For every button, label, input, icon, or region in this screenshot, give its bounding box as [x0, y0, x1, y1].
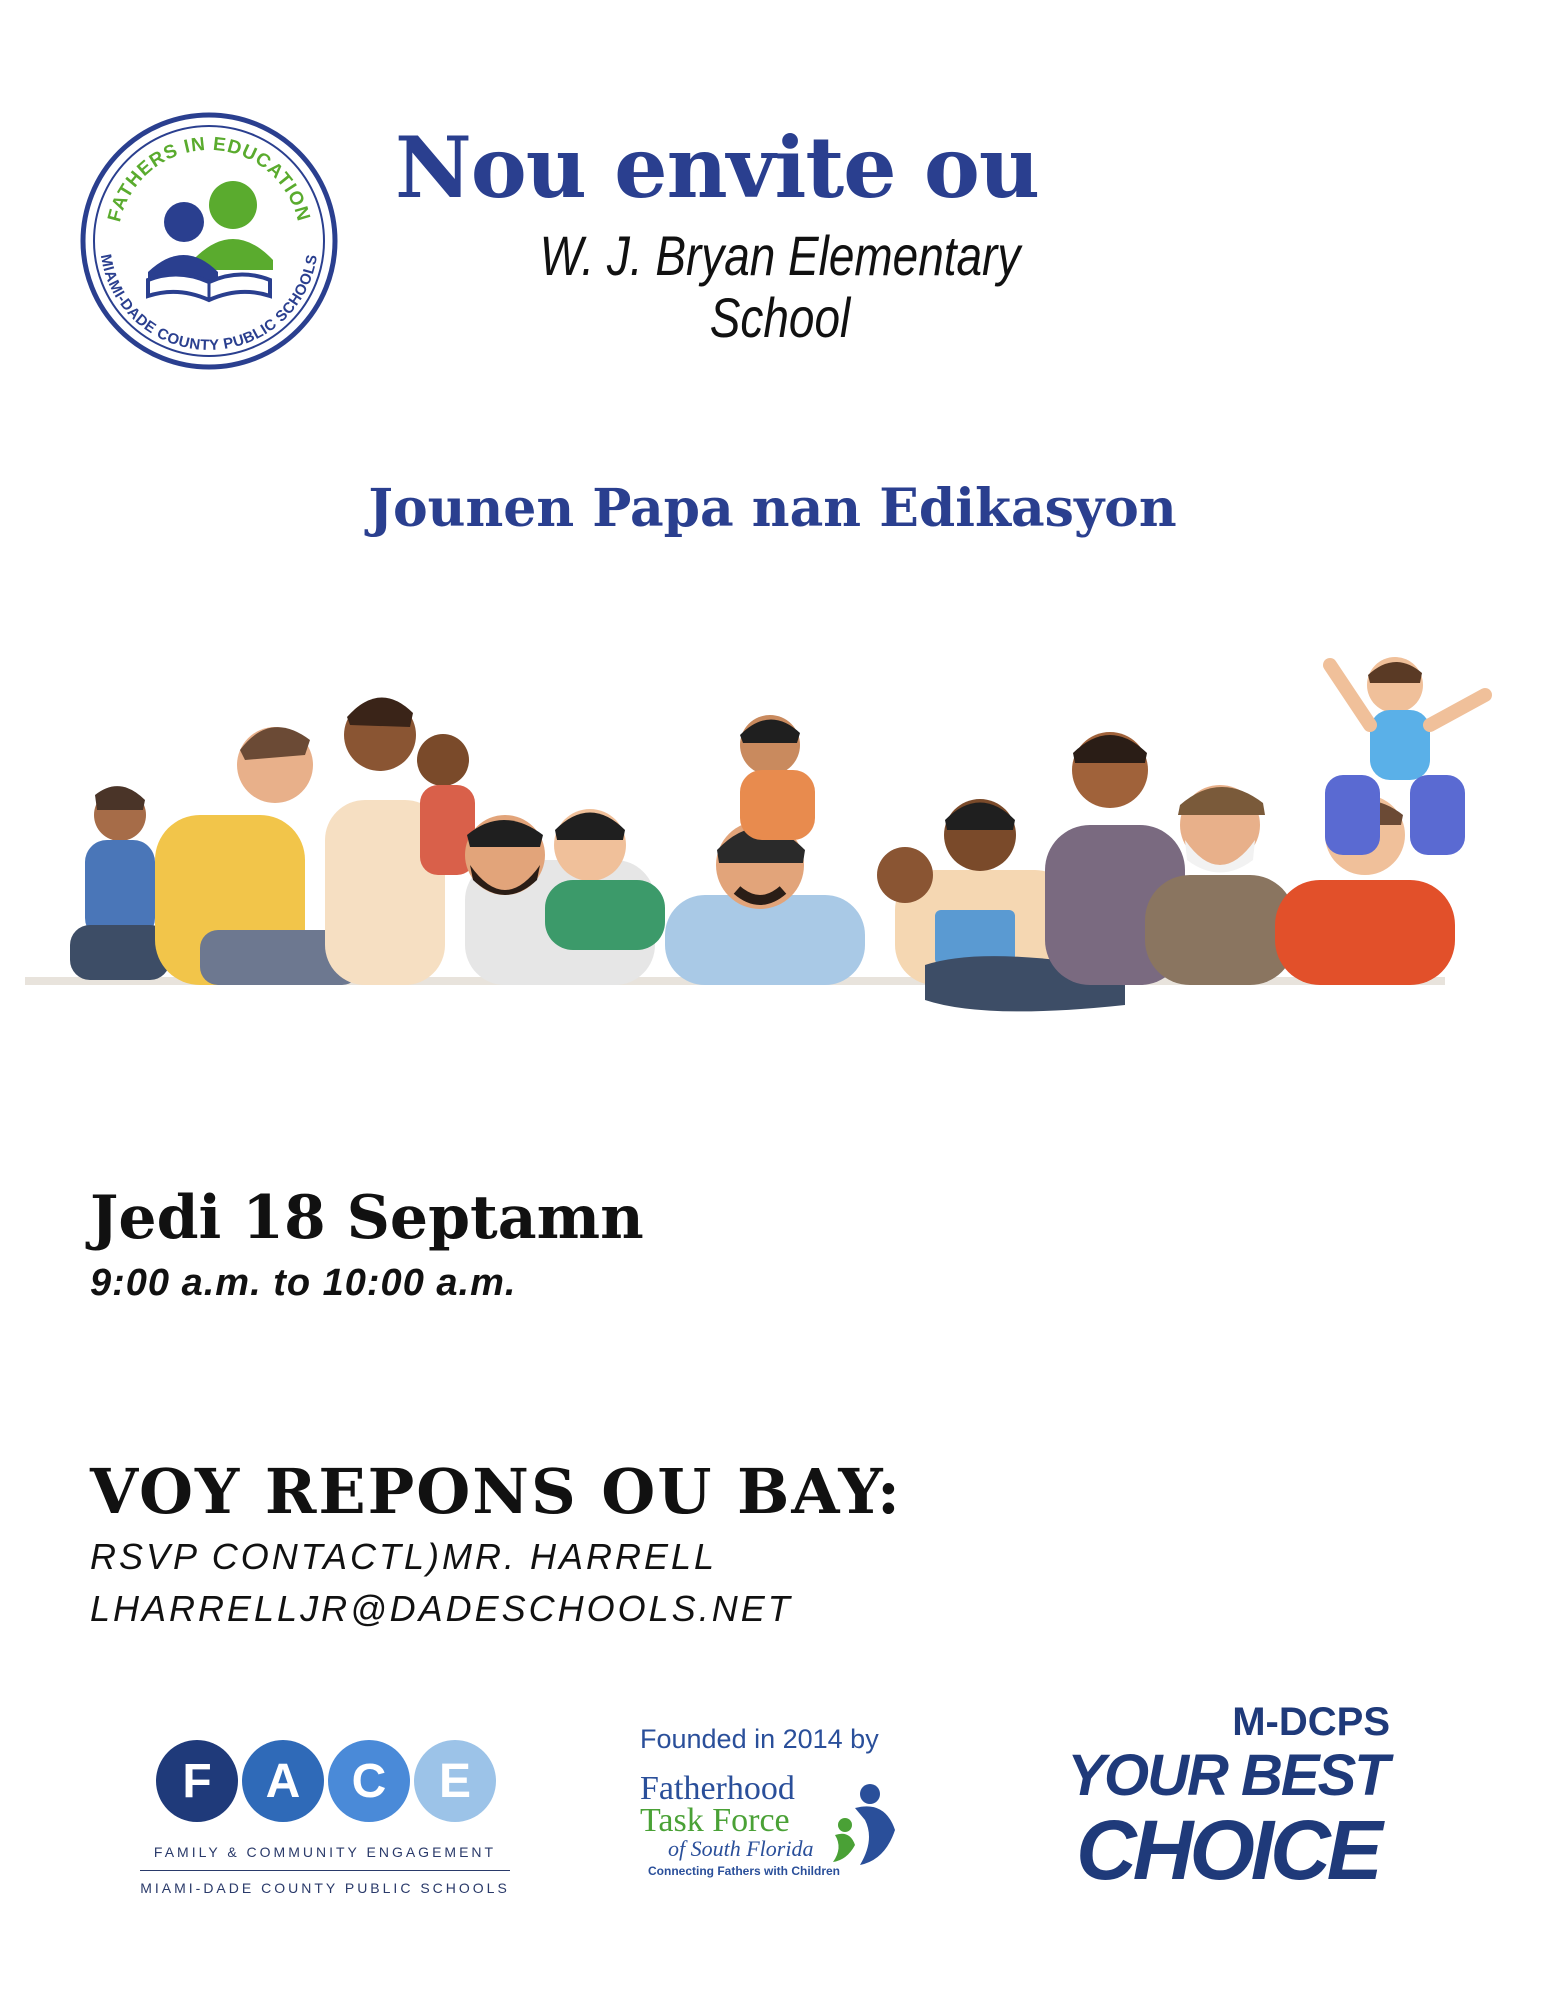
mdcps-text: M-DCPS [1232, 1700, 1390, 1744]
event-date: Jedi 18 Septamn [90, 1183, 644, 1253]
face-letter-a: A [242, 1740, 324, 1822]
choice-text: CHOICE [1076, 1803, 1379, 1897]
rsvp-heading: VOY REPONS OU BAY: [90, 1455, 902, 1528]
fathers-and-children-illustration [25, 625, 1525, 1055]
logo-arc-top-text: FATHERS IN EDUCATION [104, 133, 314, 225]
fatherhood-task-force-logo [640, 1770, 910, 1890]
face-divider [140, 1870, 510, 1871]
your-best-text: YOUR BEST [1067, 1743, 1388, 1808]
face-district: MIAMI-DADE COUNTY PUBLIC SCHOOLS [140, 1880, 510, 1896]
event-time: 9:00 a.m. to 10:00 a.m. [90, 1262, 517, 1304]
face-tagline: FAMILY & COMMUNITY ENGAGEMENT [153, 1844, 497, 1860]
founded-text: Founded in 2014 by [640, 1724, 879, 1754]
event-title: Jounen Papa nan Edikasyon [368, 478, 1177, 539]
ftf-tagline: Connecting Fathers with Children [648, 1864, 841, 1878]
page-title: Nou envite ou [395, 118, 1039, 217]
face-letter-f: F [156, 1740, 238, 1822]
school-name: W. J. Bryan Elementary School [539, 224, 1021, 349]
rsvp-contact: RSVP CONTACTL)MR. HARRELL [90, 1536, 718, 1577]
father-child-icon [815, 1780, 905, 1870]
fathers-in-education-logo [78, 110, 340, 372]
ftf-name-line1: Fatherhood [640, 1770, 795, 1807]
face-logo [130, 1740, 520, 1900]
rsvp-email[interactable]: LHARRELLJR@DADESCHOOLS.NET [90, 1588, 793, 1629]
ftf-name-line2: Task Force [640, 1802, 790, 1839]
face-letter-c: C [328, 1740, 410, 1822]
ftf-name-line3: of South Florida [668, 1836, 814, 1861]
logo-arc-bottom-text: MIAMI-DADE COUNTY PUBLIC SCHOOLS [96, 252, 322, 355]
mdcps-your-best-choice-logo [1055, 1700, 1400, 1900]
face-letter-e: E [414, 1740, 496, 1822]
